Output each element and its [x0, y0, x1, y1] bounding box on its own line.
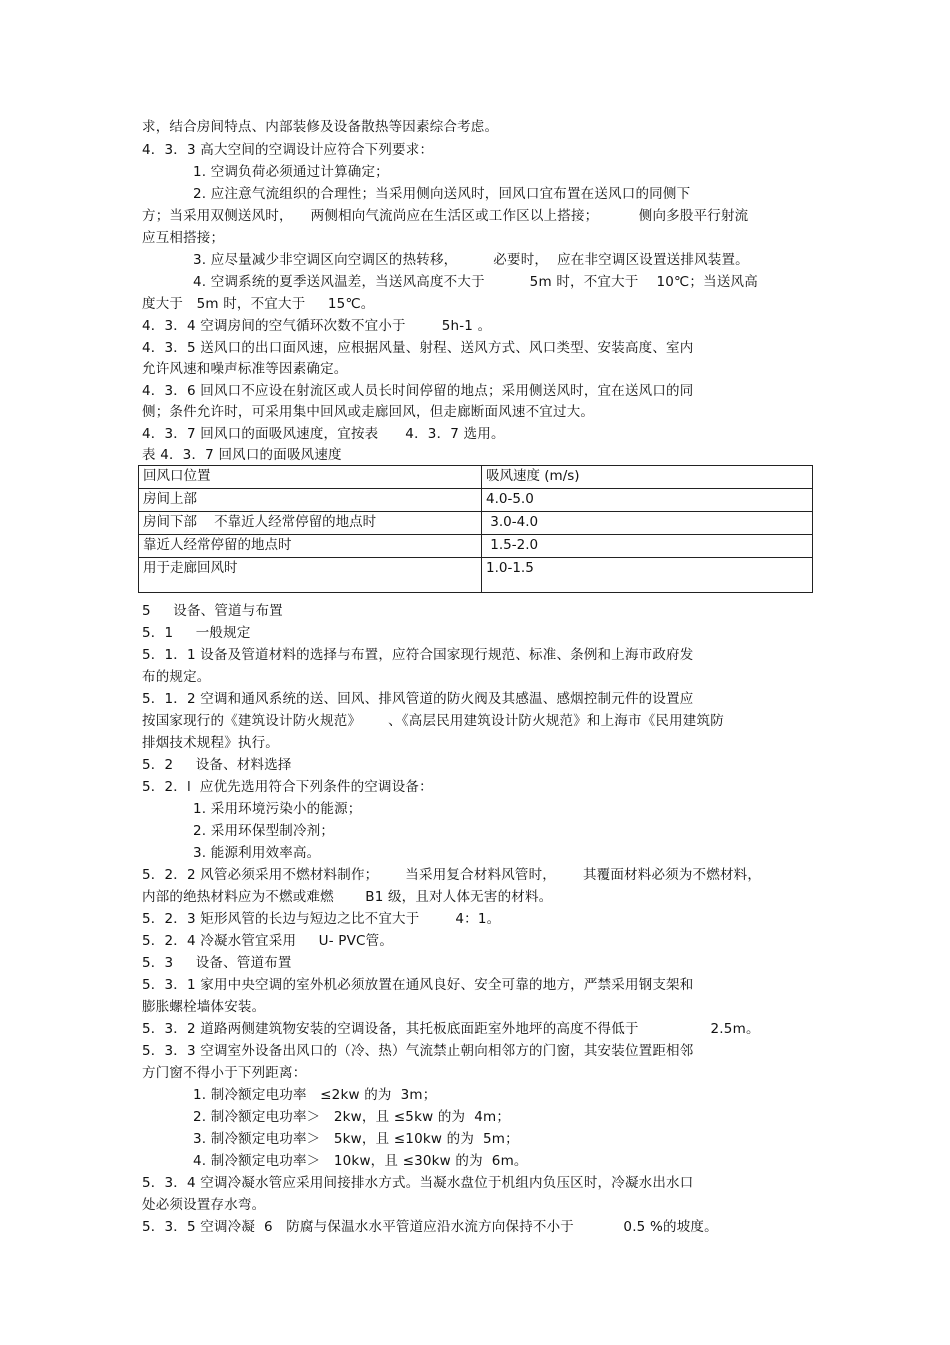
clause-4-3-7: 4．3．7 回风口的面吸风速度，宜按表 4．3．7 选用。: [142, 426, 505, 442]
clause-5-3-4: 5．3．4 空调冷凝水管应采用间接排水方式。当凝水盘位于机组内负压区时，冷凝水出水口: [142, 1175, 694, 1191]
clause-5-3-3: 5．3．3 空调室外设备出风口的（冷、热）气流禁止朝向相邻方的门窗，其安装位置距相邻: [142, 1043, 694, 1059]
table-header-cell: 吸风速度 (m/s): [482, 466, 813, 489]
return-air-velocity-table: [138, 465, 813, 593]
clause-5-1-2: 5．1．2 空调和通风系统的送、回风、排风管道的防火阀及其感温、感烟控制元件的设置应: [142, 691, 694, 707]
list-item: 3. 应尽量减少非空调区向空调区的热转移， 必要时， 应在非空调区设置送排风装置。: [193, 252, 749, 268]
paragraph-line: 度大于 5m 时，不宜大于 15℃。: [142, 296, 375, 312]
section-heading-5-2: 5．2 设备、材料选择: [142, 757, 292, 773]
table-cell: 靠近人经常停留的地点时: [139, 535, 482, 558]
paragraph-line: 布的规定。: [142, 669, 211, 685]
table-cell: 房间上部: [139, 489, 482, 512]
section-heading-5: 5 设备、管道与布置: [142, 603, 283, 619]
clause-5-3-2: 5．3．2 道路两侧建筑物安装的空调设备，其托板底面距室外地坪的高度不得低于 2.5m。: [142, 1021, 760, 1037]
list-item: 2. 采用环保型制冷剂；: [193, 823, 335, 839]
list-item: 3. 能源利用效率高。: [193, 845, 321, 861]
clause-4-3-4: 4．3．4 空调房间的空气循环次数不宜小于 5h-1 。: [142, 318, 492, 334]
list-item: 1. 空调负荷必须通过计算确定；: [193, 164, 389, 180]
clause-5-3-1: 5．3．1 家用中央空调的室外机必须放置在通风良好、安全可靠的地方，严禁采用钢支架和: [142, 977, 694, 993]
list-item: 1. 采用环境污染小的能源；: [193, 801, 362, 817]
paragraph-line: 允许风速和噪声标准等因素确定。: [142, 361, 348, 377]
table-cell: 用于走廊回风时: [139, 558, 482, 593]
table-header-cell: 回风口位置: [139, 466, 482, 489]
clause-4-3-6: 4．3．6 回风口不应设在射流区或人员长时间停留的地点；采用侧送风时，宜在送风口的同: [142, 383, 694, 399]
table-cell: 1.5-2.0: [482, 535, 813, 558]
list-item: 2. 制冷额定电功率＞ 2kw，且 ≤5kw 的为 4m；: [193, 1109, 511, 1125]
clause-4-3-3: 4．3．3 高大空间的空调设计应符合下列要求：: [142, 142, 434, 158]
clause-5-2-3: 5．2．3 矩形风管的长边与短边之比不宜大于 4：1。: [142, 911, 501, 927]
table-cell: 1.0-1.5: [482, 558, 813, 593]
paragraph-line: 应互相搭接；: [142, 230, 225, 246]
paragraph-line: 按国家现行的《建筑设计防火规范》 、《高层民用建筑设计防火规范》和上海市《民用建筑防: [142, 713, 724, 729]
clause-5-2-1: 5．2．l 应优先选用符合下列条件的空调设备：: [142, 779, 433, 795]
paragraph-line: 方；当采用双侧送风时， 两侧相向气流尚应在生活区或工作区以上搭接； 侧向多股平行射流: [142, 208, 749, 224]
table-row: [139, 489, 813, 512]
table-row: [139, 558, 813, 593]
table-cell: 4.0-5.0: [482, 489, 813, 512]
clause-5-3-5: 5．3．5 空调冷凝 6 防腐与保温水水平管道应沿水流方向保持不小于 0.5 %的坡度。: [142, 1219, 718, 1235]
paragraph-line: 侧；条件允许时，可采用集中回风或走廊回风，但走廊断面风速不宜过大。: [142, 404, 595, 420]
paragraph-line: 排烟技术规程》执行。: [142, 735, 279, 751]
clause-4-3-5: 4．3．5 送风口的出口面风速，应根据风量、射程、送风方式、风口类型、安装高度、室内: [142, 340, 694, 356]
list-item: 3. 制冷额定电功率＞ 5kw，且 ≤10kw 的为 5m；: [193, 1131, 519, 1147]
section-heading-5-1: 5．1 一般规定: [142, 625, 251, 641]
table-caption: 表 4．3．7 回风口的面吸风速度: [142, 447, 342, 463]
clause-5-1-1: 5．1．1 设备及管道材料的选择与布置，应符合国家现行规范、标准、条例和上海市政府发: [142, 647, 694, 663]
list-item: 4. 制冷额定电功率＞ 10kw，且 ≤30kw 的为 6m。: [193, 1153, 528, 1169]
clause-5-2-2: 5．2．2 风管必须采用不燃材料制作； 当采用复合材料风管时， 其覆面材料必须为不燃材料，: [142, 867, 762, 883]
section-heading-5-3: 5．3 设备、管道布置: [142, 955, 292, 971]
table-cell: 房间下部 不靠近人经常停留的地点时: [139, 512, 482, 535]
paragraph-line: 内部的绝热材料应为不燃或难燃 B1 级，且对人体无害的材料。: [142, 889, 553, 905]
list-item: 2. 应注意气流组织的合理性；当采用侧向送风时，回风口宜布置在送风口的同侧下: [193, 186, 691, 202]
table-row: [139, 535, 813, 558]
table-row: [139, 512, 813, 535]
list-item: 1. 制冷额定电功率 ≤2kw 的为 3m；: [193, 1087, 437, 1103]
paragraph-line: 处必须设置存水弯。: [142, 1197, 266, 1213]
paragraph-line: 膨胀螺栓墙体安装。: [142, 999, 266, 1015]
paragraph-line: 方门窗不得小于下列距离：: [142, 1065, 307, 1081]
clause-5-2-4: 5．2．4 冷凝水管宜采用 U- PVC管。: [142, 933, 394, 949]
list-item: 4. 空调系统的夏季送风温差，当送风高度不大于 5m 时，不宜大于 10℃；当送风高: [193, 274, 758, 290]
table-cell: 3.0-4.0: [482, 512, 813, 535]
paragraph-line: 求，结合房间特点、内部装修及设备散热等因素综合考虑。: [142, 119, 499, 135]
table-header-row: [139, 466, 813, 489]
